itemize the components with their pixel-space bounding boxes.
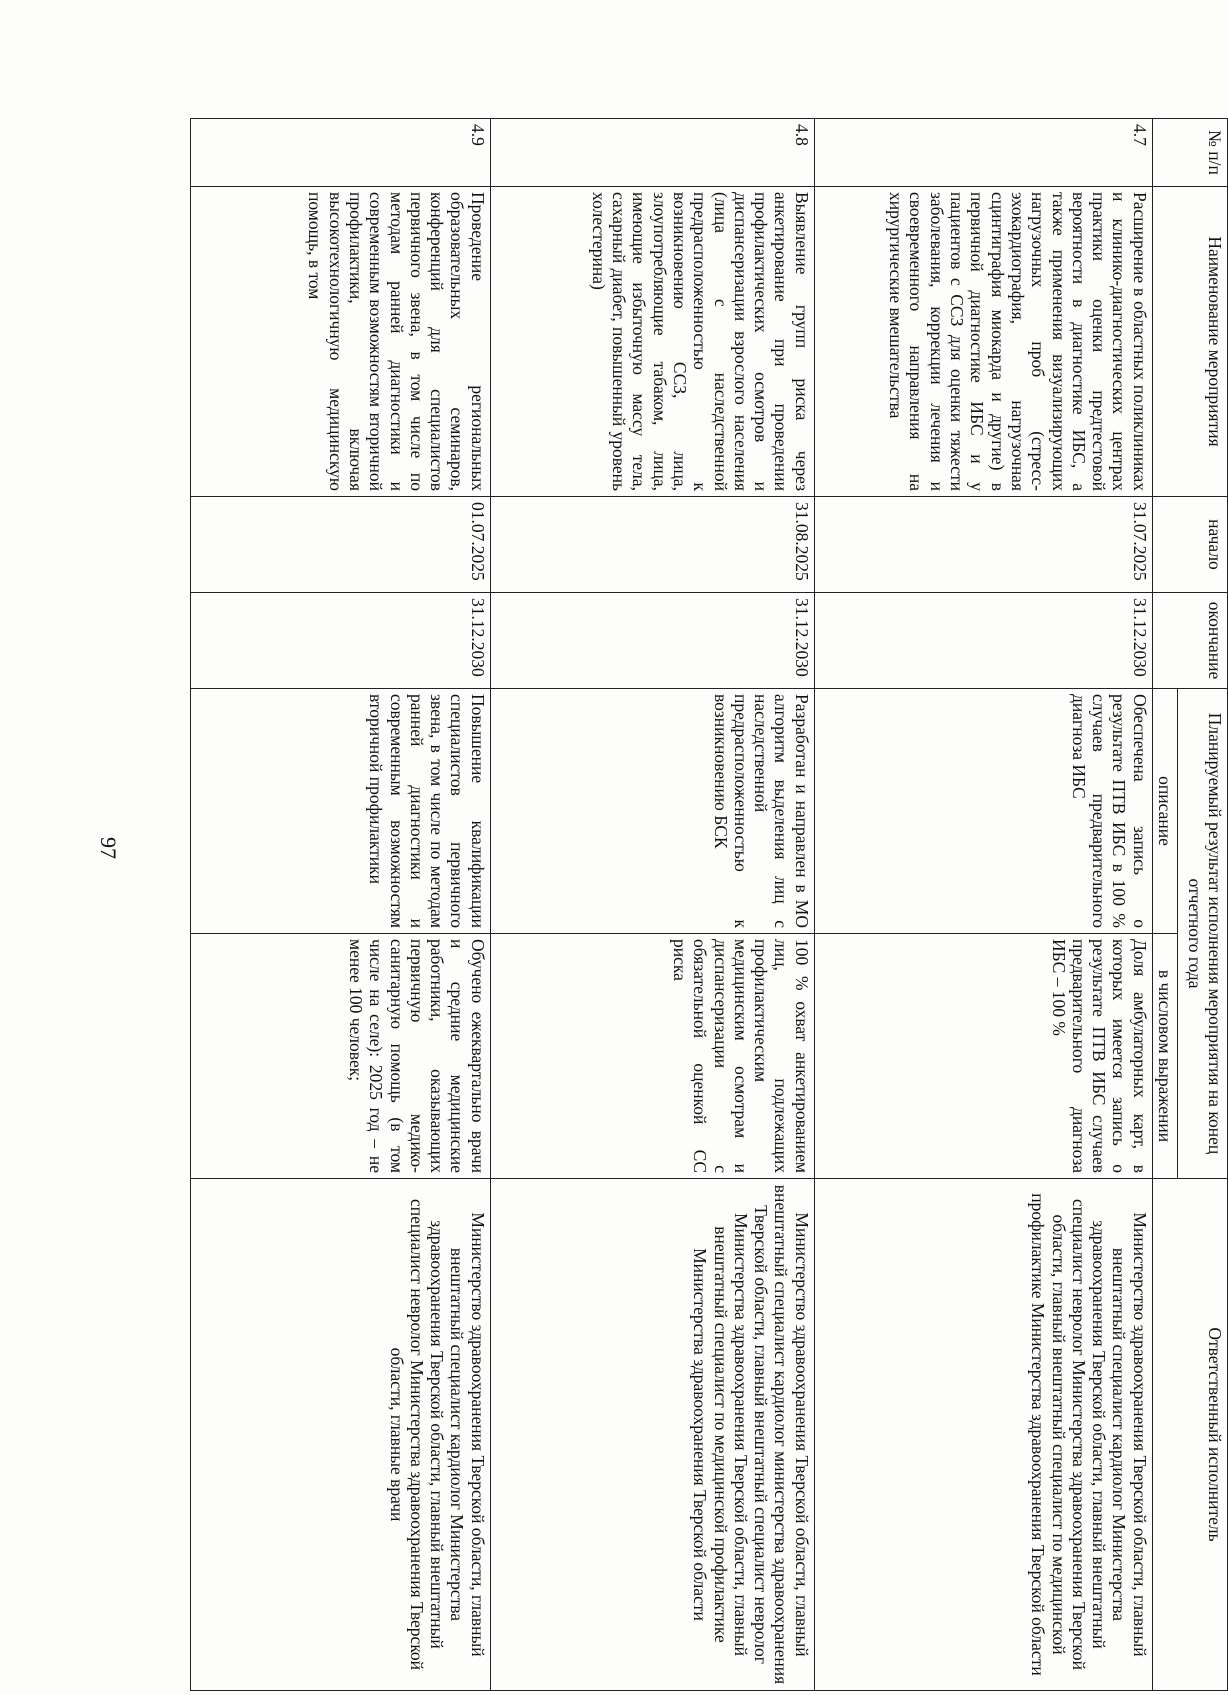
row-description: Разработан и направлен в МО алгоритм выделения лиц с наследственной предрасположенностью к возникновению БСК xyxy=(490,689,814,934)
header-name: Наименование мероприятия xyxy=(1152,187,1227,497)
header-planned-result: Планируемый результат исполнения мероприятия на конец отчетного года xyxy=(1178,689,1228,1179)
row-num: 4.7 xyxy=(814,119,1152,187)
table-row xyxy=(490,119,814,1691)
row-start: 31.07.2025 xyxy=(814,497,1152,593)
header-description: описание xyxy=(1152,689,1177,934)
measures-table xyxy=(190,118,1228,1691)
table-row xyxy=(814,119,1152,1691)
row-num: 4.9 xyxy=(190,119,490,187)
row-end: 31.12.2030 xyxy=(190,593,490,689)
page-number: 97 xyxy=(96,837,121,859)
header-responsible: Ответственный исполнитель xyxy=(1152,1179,1227,1691)
header-start: начало xyxy=(1152,497,1227,593)
row-end: 31.12.2030 xyxy=(490,593,814,689)
row-numeric: 100 % охват анкетированием лиц, подлежащих профилактическим медицинским осмотрам и диспансеризации с обязательной оценкой СС риска xyxy=(490,934,814,1179)
header-end: окончание xyxy=(1152,593,1227,689)
table-row xyxy=(190,119,490,1691)
row-responsible: Министерство здравоохранения Тверской области, главный внештатный специалист кардиолог Министерства здравоохранения Тверской области, главный внештатный специалист невролог Министерства здравоохранения Тверской области, главный внештатный специалист по медицинской профилактике Министерства здравоохранения Тверской области xyxy=(814,1179,1152,1691)
row-end: 31.12.2030 xyxy=(814,593,1152,689)
row-num: 4.8 xyxy=(490,119,814,187)
row-name: Выявление групп риска через анкетирование при проведении профилактических осмотров и диспансеризации взрослого населения (лица с наследственной предрасположенностью к возникновению ССЗ, лица, злоупотребляющие табаком, лица, имеющие избыточную массу тела, сахарный диабет, повышенный уровень холестерина) xyxy=(490,187,814,497)
row-numeric: Обучено ежеквартально врачи и средние медицинские работники, оказывающих первичную медико-санитарную помощь (в том числе на селе): 2025 год – не менее 100 человек; xyxy=(190,934,490,1179)
rotated-page-content xyxy=(178,118,1228,1690)
row-start: 01.07.2025 xyxy=(190,497,490,593)
header-numeric: в числовом выражении xyxy=(1152,934,1177,1179)
row-responsible: Министерство здравоохранения Тверской области, главный внештатный специалист кардиолог Министерства здравоохранения Тверской области, главный внештатный специалист невролог Министерства здравоохранения Тверской области, главные врачи xyxy=(190,1179,490,1691)
row-responsible: Министерство здравоохранения Тверской области, главный внештатный специалист кардиолог министерства здравоохранения Тверской области, главный внештатный специалист невролог Министерства здравоохранения Тверской области, главный внештатный специалист по медицинской профилактике Министерства здравоохранения Тверской области xyxy=(490,1179,814,1691)
row-name: Проведение региональных образовательных семинаров, конференций для специалистов первичного звена, в том числе по методам ранней диагностики и современным возможностям вторичной профилактики, включая высокотехнологичную медицинскую помощь, в том xyxy=(190,187,490,497)
header-num: № п/п xyxy=(1152,119,1227,187)
row-description: Повышение квалификации специалистов первичного звена, в том числе по методам ранней диагностики и современным возможностям вторичной профилактики xyxy=(190,689,490,934)
row-description: Обеспечена запись о результате ПТВ ИБС в 100 % случаев предварительного диагноза ИБС xyxy=(814,689,1152,934)
row-start: 31.08.2025 xyxy=(490,497,814,593)
row-numeric: Доля амбулаторных карт, в которых имеется запись о результате ПТВ ИБС случаев предварительного диагноза ИБС – 100 % xyxy=(814,934,1152,1179)
row-name: Расширение в областных поликлиниках и клинико-диагностических центрах практики оценки предтестовой вероятности в диагностике ИБС, а также применения визуализирующих нагрузочных проб (стресс-эхокардиография, нагрузочная сцинтиграфия миокарда и другие) в первичной диагностике ИБС и у пациентов с ССЗ для оценки тяжести заболевания, коррекции лечения и своевременного направления на хирургические вмешательства xyxy=(814,187,1152,497)
